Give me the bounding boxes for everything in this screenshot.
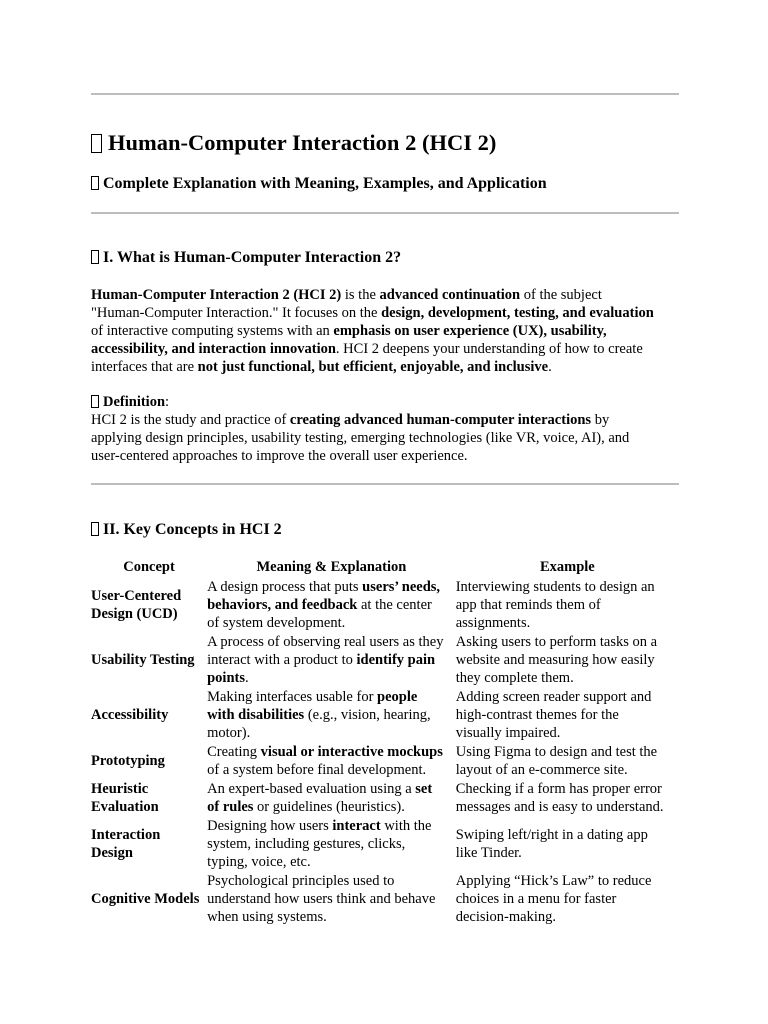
concept-cell	[91, 780, 207, 817]
paragraph-line	[91, 358, 681, 376]
example-line: choices in a menu for faster	[455, 891, 617, 907]
text-run: of the subject	[520, 287, 602, 303]
concept-line: Design	[91, 845, 133, 861]
table-row	[91, 817, 679, 872]
meaning-line	[207, 890, 456, 908]
meaning-run: with the	[380, 818, 432, 834]
meaning-line	[207, 578, 456, 596]
missing-glyph-icon	[91, 134, 102, 153]
definition-line	[91, 411, 681, 429]
document-title	[91, 128, 496, 158]
text-run: interfaces that are	[91, 359, 198, 375]
text-bold-run: advanced continuation	[379, 287, 521, 303]
meaning-run: at the center	[357, 597, 432, 613]
concept-cell	[91, 688, 207, 743]
concept-line: Heuristic	[91, 781, 149, 797]
definition-colon: :	[165, 394, 170, 410]
paragraph-line	[91, 286, 681, 304]
example-line: Swiping left/right in a dating app	[455, 827, 648, 843]
example-cell	[456, 633, 679, 688]
meaning-run: Making interfaces usable for	[207, 689, 378, 705]
concept-line: Design (UCD)	[91, 606, 178, 622]
meaning-cell	[207, 688, 456, 743]
concept-line: Accessibility	[91, 707, 169, 723]
concept-line: Usability Testing	[91, 652, 195, 668]
definition-line	[91, 429, 681, 447]
subtitle-text: Complete Explanation with Meaning, Examples, and Application	[103, 175, 547, 192]
meaning-bold-run: of rules	[207, 799, 254, 815]
section-2-heading-text: II. Key Concepts in HCI 2	[103, 521, 282, 538]
table-row	[91, 872, 679, 927]
section-heading-1	[91, 248, 401, 268]
meaning-line	[207, 596, 456, 614]
concept-cell	[91, 743, 207, 780]
example-line: visually impaired.	[455, 725, 561, 741]
meaning-run: A process of observing real users as they	[207, 634, 444, 650]
meaning-run: A design process that puts	[207, 579, 363, 595]
definition-line	[91, 447, 681, 465]
text-run: "Human-Computer Interaction." It focuses on the	[91, 305, 382, 321]
title-text: Human-Computer Interaction 2 (HCI 2)	[108, 130, 497, 155]
table-row	[91, 633, 679, 688]
meaning-run: Creating	[207, 744, 261, 760]
table-row	[91, 743, 679, 780]
meaning-run: of a system before final development.	[207, 762, 427, 778]
example-line: like Tinder.	[455, 845, 522, 861]
missing-glyph-icon	[91, 395, 99, 408]
meaning-run: interact with a product to	[207, 652, 357, 668]
concept-line: Interaction	[91, 827, 161, 843]
text-run: of interactive computing systems with an	[91, 323, 334, 339]
missing-glyph-icon	[91, 522, 99, 536]
meaning-run: understand how users think and behave	[207, 891, 436, 907]
example-line: Adding screen reader support and	[455, 689, 652, 705]
paragraph-line	[91, 304, 681, 322]
concept-cell	[91, 817, 207, 872]
meaning-bold-run: set	[415, 781, 433, 797]
meaning-line	[207, 633, 456, 651]
text-run: HCI 2 is the study and practice of	[91, 412, 290, 428]
meaning-bold-run: points	[207, 670, 245, 686]
example-cell	[456, 817, 679, 872]
meaning-run: when using systems.	[207, 909, 327, 925]
meaning-cell	[207, 780, 456, 817]
meaning-line	[207, 743, 456, 761]
concept-line: User-Centered	[91, 588, 182, 604]
horizontal-rule	[91, 212, 679, 214]
meaning-cell	[207, 817, 456, 872]
meaning-bold-run: with disabilities	[207, 707, 305, 723]
example-line: Interviewing students to design an	[455, 579, 655, 595]
table-row	[91, 780, 679, 817]
example-cell	[456, 743, 679, 780]
text-run: by	[591, 412, 610, 428]
text-run: applying design principles, usability testing, emerging technologies (like VR, voice, AI), and	[91, 430, 630, 446]
document-subtitle	[91, 174, 547, 194]
meaning-cell	[207, 872, 456, 927]
meaning-line	[207, 706, 456, 724]
example-line: layout of an e-commerce site.	[455, 762, 628, 778]
concept-cell	[91, 578, 207, 633]
meaning-line	[207, 780, 456, 798]
text-run: is the	[341, 287, 380, 303]
meaning-bold-run: identify pain	[356, 652, 436, 668]
meaning-run: typing, voice, etc.	[207, 854, 311, 870]
table-row	[91, 578, 679, 633]
section-1-heading-text: I. What is Human-Computer Interaction 2?	[103, 249, 402, 266]
example-line: they complete them.	[455, 670, 574, 686]
definition-text	[91, 411, 681, 465]
text-bold-run: not just functional, but efficient, enjoyable, and inclusive	[197, 359, 549, 375]
example-line: high-contrast themes for the	[455, 707, 619, 723]
example-line: decision-making.	[455, 909, 556, 925]
paragraph-line	[91, 322, 681, 340]
meaning-line	[207, 651, 456, 669]
meaning-run: .	[245, 670, 249, 686]
table-header-row	[91, 556, 679, 578]
missing-glyph-icon	[91, 176, 99, 190]
text-bold-run: creating advanced human-computer interactions	[289, 412, 592, 428]
meaning-run: of system development.	[207, 615, 346, 631]
meaning-bold-run: interact	[332, 818, 381, 834]
example-line: assignments.	[455, 615, 531, 631]
meaning-line	[207, 724, 456, 742]
key-concepts-table	[91, 556, 679, 927]
header-meaning: Meaning & Explanation	[256, 559, 407, 575]
meaning-cell	[207, 578, 456, 633]
meaning-run: Psychological principles used to	[207, 873, 395, 889]
concept-line: Prototyping	[91, 753, 165, 769]
example-line: messages and is easy to understand.	[455, 799, 664, 815]
meaning-run: (e.g., vision, hearing,	[304, 707, 431, 723]
meaning-line	[207, 761, 456, 779]
meaning-cell	[207, 743, 456, 780]
definition-label: Definition	[103, 394, 166, 410]
text-run: .	[548, 359, 552, 375]
meaning-bold-run: people	[377, 689, 418, 705]
meaning-run: or guidelines (heuristics).	[253, 799, 405, 815]
meaning-line	[207, 872, 456, 890]
meaning-line	[207, 853, 456, 871]
meaning-bold-run: behaviors, and feedback	[207, 597, 358, 613]
paragraph-line	[91, 340, 681, 358]
text-run: . HCI 2 deepens your understanding of how to create	[335, 341, 643, 357]
example-line: Applying “Hick’s Law” to reduce	[455, 873, 652, 889]
meaning-line	[207, 688, 456, 706]
text-run: user-centered approaches to improve the overall user experience.	[91, 448, 468, 464]
example-line: Asking users to perform tasks on a	[455, 634, 658, 650]
definition-heading	[91, 393, 681, 411]
horizontal-rule	[91, 93, 679, 95]
concept-cell	[91, 872, 207, 927]
example-line: Using Figma to design and test the	[455, 744, 658, 760]
meaning-line	[207, 669, 456, 687]
header-example: Example	[539, 559, 595, 575]
intro-paragraph	[91, 286, 681, 376]
text-bold-run: emphasis on user experience (UX), usability,	[333, 323, 607, 339]
meaning-line	[207, 798, 456, 816]
example-cell	[456, 578, 679, 633]
concept-cell	[91, 633, 207, 688]
text-bold-run: Human-Computer Interaction 2 (HCI 2)	[91, 287, 342, 303]
example-line: app that reminds them of	[455, 597, 601, 613]
table-row	[91, 688, 679, 743]
meaning-line	[207, 614, 456, 632]
example-cell	[456, 872, 679, 927]
concept-line: Cognitive Models	[91, 891, 200, 907]
header-concept: Concept	[123, 559, 175, 575]
section-heading-2	[91, 520, 282, 540]
meaning-run: Designing how users	[207, 818, 333, 834]
text-bold-run: design, development, testing, and evaluation	[381, 305, 654, 321]
meaning-run: motor).	[207, 725, 251, 741]
meaning-bold-run: visual or interactive mockups	[260, 744, 443, 760]
missing-glyph-icon	[91, 250, 99, 264]
text-bold-run: accessibility, and interaction innovation	[91, 341, 336, 357]
horizontal-rule	[91, 483, 679, 485]
example-cell	[456, 688, 679, 743]
definition-block	[91, 393, 681, 465]
meaning-line	[207, 908, 456, 926]
meaning-cell	[207, 633, 456, 688]
meaning-run: system, including gestures, clicks,	[207, 836, 406, 852]
example-cell	[456, 780, 679, 817]
example-line: Checking if a form has proper error	[455, 781, 662, 797]
meaning-bold-run: users’ needs,	[362, 579, 441, 595]
meaning-line	[207, 817, 456, 835]
meaning-line	[207, 835, 456, 853]
example-line: website and measuring how easily	[455, 652, 655, 668]
meaning-run: An expert-based evaluation using a	[207, 781, 416, 797]
concept-line: Evaluation	[91, 799, 159, 815]
